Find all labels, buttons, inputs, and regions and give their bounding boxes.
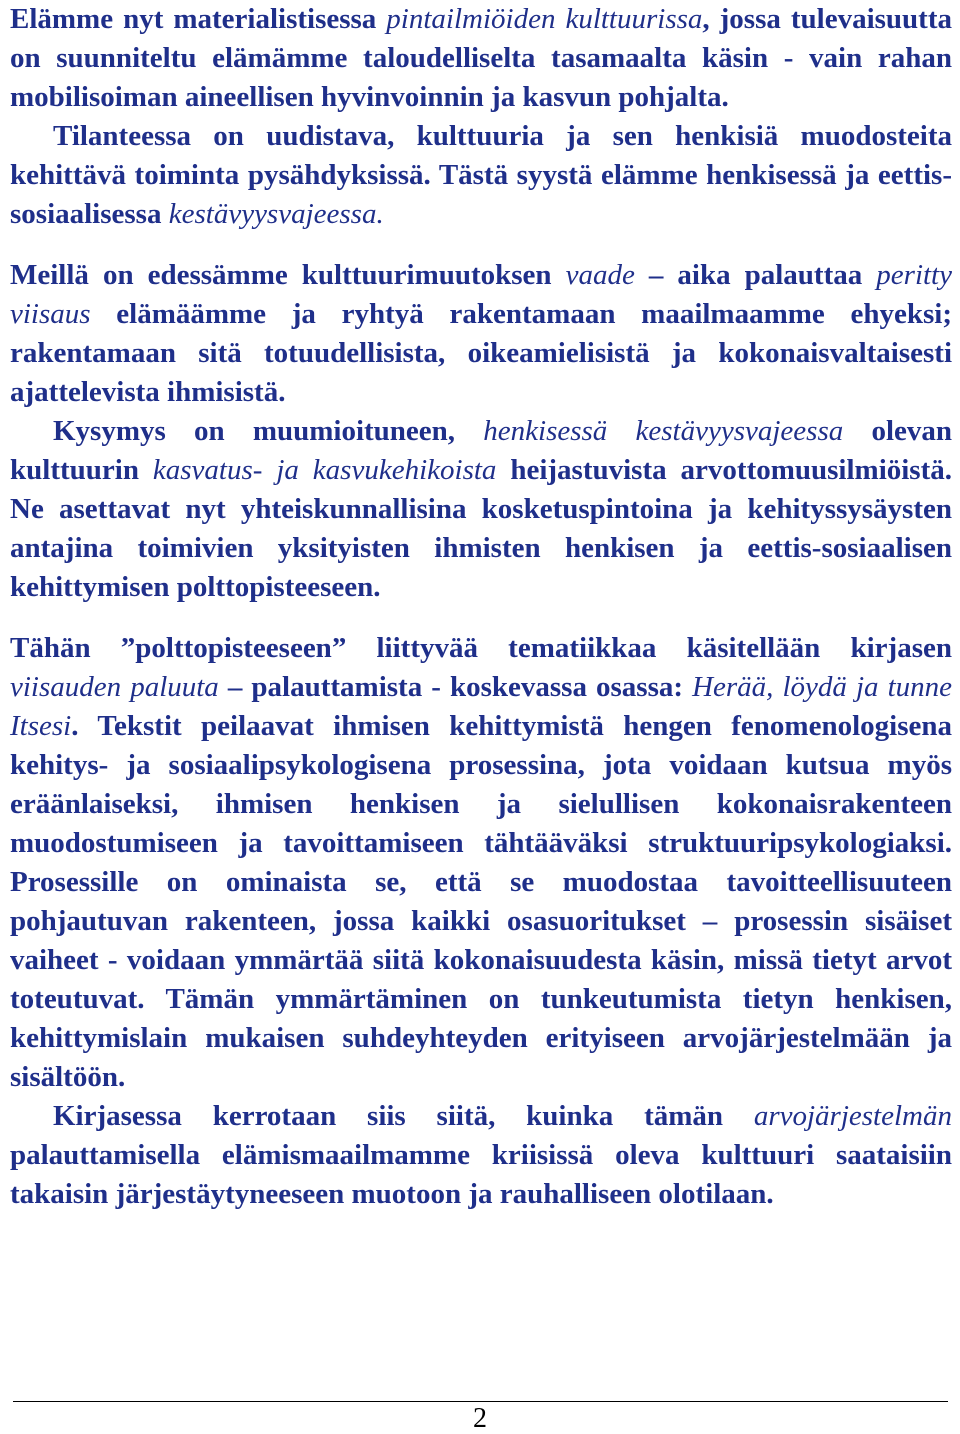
italic-text-run: viisauden paluuta bbox=[10, 671, 219, 703]
paragraph-6 bbox=[10, 1097, 952, 1214]
italic-text-run: arvojärjestelmän bbox=[753, 1100, 952, 1132]
text-run: – aika palauttaa bbox=[634, 259, 877, 291]
footer-divider bbox=[13, 1401, 948, 1402]
italic-text-run: henkisessä kestävyysvajeessa bbox=[483, 415, 844, 447]
italic-text-run: pintailmiöiden kulttuurissa bbox=[386, 3, 703, 35]
text-run: olevan kulttuurin bbox=[10, 415, 952, 486]
text-run: heijastuvista arvottomuusilmiöistä. Ne asettavat nyt yhteiskunnallisina kosketuspintoina ja kehityssysäysten antajina toimivien yksityisten ihmisten henkisen ja eettis-sosiaalisen kehittymisen polttopisteeseen. bbox=[10, 454, 952, 603]
text-run: Kirjasessa kerrotaan siis siitä, kuinka tämän bbox=[53, 1100, 754, 1132]
text-run: Kysymys on muumioituneen, bbox=[53, 415, 484, 447]
document-page bbox=[10, 0, 952, 1214]
italic-text-run: peritty viisaus bbox=[10, 259, 952, 330]
text-run: , jossa tulevaisuutta on suunniteltu elämämme taloudelliselta tasamaalta käsin - vain rahan mobilisoiman aineellisen hyvinvoinnin ja kasvun pohjalta. bbox=[10, 3, 952, 113]
paragraph-5 bbox=[10, 629, 952, 1097]
italic-text-run: vaade bbox=[565, 259, 635, 291]
text-run: Elämme nyt materialistisessa bbox=[10, 3, 387, 35]
italic-text-run: kestävyysvajeessa. bbox=[168, 198, 384, 230]
text-run: Meillä on edessämme kulttuurimuutoksen bbox=[10, 259, 566, 291]
text-run: . Tekstit peilaavat ihmisen kehittymistä hengen fenomenologisena kehitys- ja sosiaalipsykologisena prosessina, jota voidaan kutsua myös eräänlaiseksi, ihmisen henkisen ja sielullisen kokonaisrakenteen muodostumiseen ja tavoittamiseen tähtääväksi struktuuripsykologiaksi. Prosessille on ominaista se, että se muodostaa tavoitteellisuuteen pohjautuvan rakenteen, jossa kaikki osasuoritukset – prosessin sisäiset vaiheet - voidaan ymmärtää siitä kokonaisuudesta käsin, missä tietyt arvot toteutuvat. Tämän ymmärtäminen on tunkeutumista tietyn henkisen, kehittymislain mukaisen suhdeyhteyden erityiseen arvojärjestelmään ja sisältöön. bbox=[10, 710, 952, 1093]
paragraph-4 bbox=[10, 412, 952, 607]
paragraph-1 bbox=[10, 0, 952, 117]
italic-text-run: kasvatus- ja kasvukehikoista bbox=[152, 454, 497, 486]
text-run: – palauttamista - koskevassa osassa: bbox=[218, 671, 693, 703]
paragraph-3 bbox=[10, 256, 952, 412]
text-run: elämäämme ja ryhtyä rakentamaan maailmaamme ehyeksi; rakentamaan sitä totuudellisista, oikeamielisistä ja kokonaisvaltaisesti ajattelevista ihmisistä. bbox=[10, 298, 952, 408]
text-run: Tilanteessa on uudistava, kulttuuria ja sen henkisiä muodosteita kehittävä toiminta pysähdyksissä. Tästä syystä elämme henkisessä ja eettis-sosiaalisessa bbox=[10, 120, 952, 230]
text-run: palauttamisella elämismaailmamme kriisissä oleva kulttuuri saataisiin takaisin järjestäytyneeseen muotoon ja rauhalliseen olotilaan. bbox=[10, 1139, 952, 1210]
page-number: 2 bbox=[473, 1403, 487, 1434]
text-run: Tähän ”polttopisteeseen” liittyvää tematiikkaa käsitellään kirjasen bbox=[10, 632, 952, 664]
paragraph-2 bbox=[10, 117, 952, 234]
italic-text-run: Herää, löydä ja tunne Itsesi bbox=[10, 671, 952, 742]
